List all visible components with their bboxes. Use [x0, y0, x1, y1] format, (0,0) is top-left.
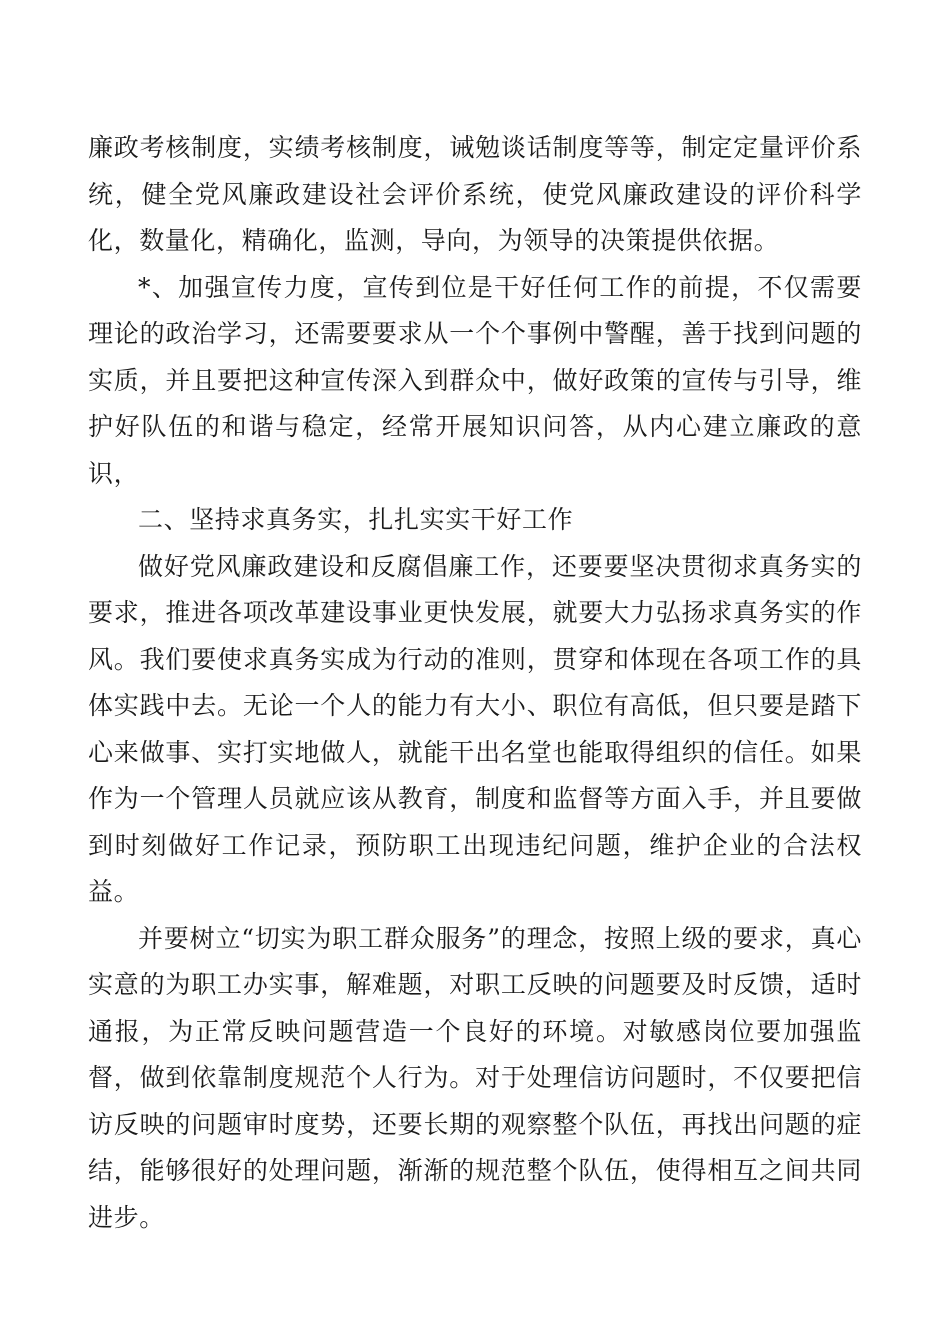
paragraph-evaluation-system: 廉政考核制度，实绩考核制度，诫勉谈话制度等等，制定定量评价系统，健全党风廉政建设社会评价系统，使党风廉政建设的评价科学化，数量化，精确化，监测，导向，为领导的决策提供依据。	[88, 133, 862, 255]
section-heading-2: 二、坚持求真务实，扎扎实实干好工作	[138, 505, 574, 534]
paragraph-serve-workers: 并要树立“切实为职工群众服务”的理念，按照上级的要求，真心实意的为职工办实事，解难题，对职工反映的问题要及时反馈，适时通报，为正常反映问题营造一个良好的环境。对敏感岗位要加强监督，做到依靠制度规范个人行为。对于处理信访问题时，不仅要把信访反映的问题审时度势，还要长期的观察整个队伍，再找出问题的症结，能够很好的处理问题，渐渐的规范整个队伍，使得相互之间共同进步。	[88, 923, 862, 1232]
paragraph-publicity: *、加强宣传力度，宣传到位是干好任何工作的前提，不仅需要理论的政治学习，还需要要求从一个个事例中警醒，善于找到问题的实质，并且要把这种宣传深入到群众中，做好政策的宣传与引导，维护好队伍的和谐与稳定，经常开展知识问答，从内心建立廉政的意识，	[88, 272, 862, 488]
document-body	[88, 125, 862, 1241]
paragraph-seek-truth: 做好党风廉政建设和反腐倡廉工作，还要要坚决贯彻求真务实的要求，推进各项改革建设事业更快发展，就要大力弘扬求真务实的作风。我们要使求真务实成为行动的准则，贯穿和体现在各项工作的具体实践中去。无论一个人的能力有大小、职位有高低，但只要是踏下心来做事、实打实地做人，就能干出名堂也能取得组织的信任。如果作为一个管理人员就应该从教育，制度和监督等方面入手，并且要做到时刻做好工作记录，预防职工出现违纪问题，维护企业的合法权益。	[88, 551, 862, 906]
